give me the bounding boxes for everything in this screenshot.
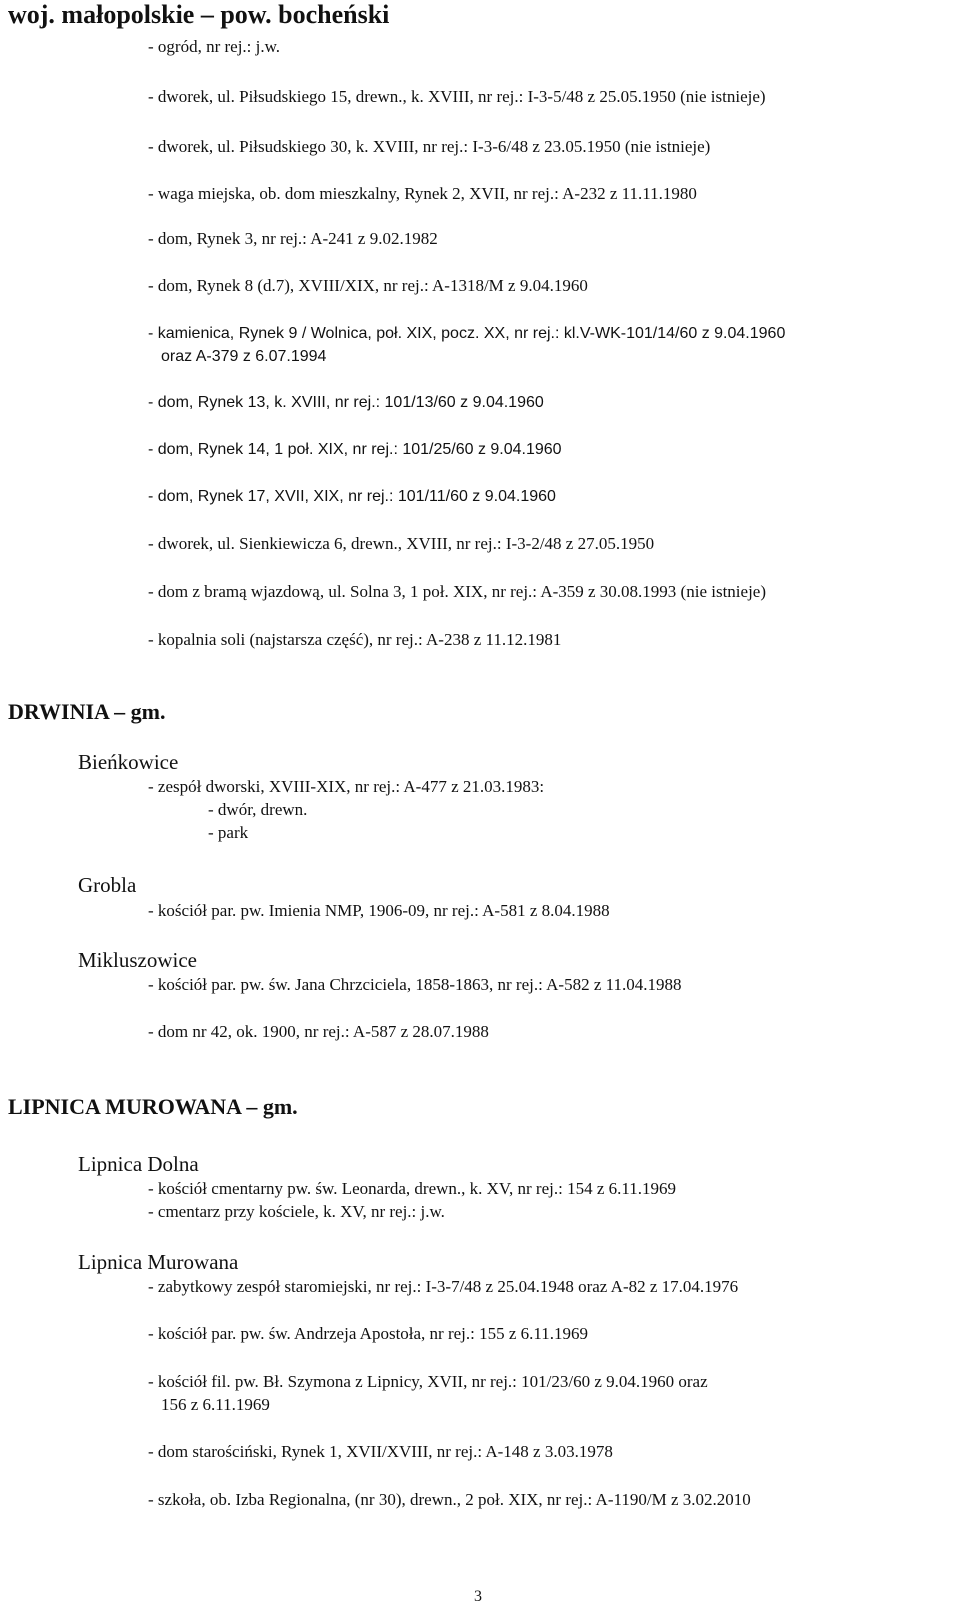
list-item: - dom, Rynek 13, k. XVIII, nr rej.: 101/13/60 z 9.04.1960	[148, 394, 544, 411]
list-item: - kościół cmentarny pw. św. Leonarda, drewn., k. XV, nr rej.: 154 z 6.11.1969	[148, 1179, 676, 1198]
locality-heading-bienkowice: Bieńkowice	[78, 750, 179, 774]
list-item: - dom, Rynek 17, XVII, XIX, nr rej.: 101/11/60 z 9.04.1960	[148, 488, 556, 505]
list-item: - dom, Rynek 3, nr rej.: A-241 z 9.02.1982	[148, 229, 438, 248]
list-item: - zabytkowy zespół staromiejski, nr rej.: I-3-7/48 z 25.04.1948 oraz A-82 z 17.04.1976	[148, 1277, 739, 1296]
list-item: - dom nr 42, ok. 1900, nr rej.: A-587 z 28.07.1988	[148, 1022, 489, 1041]
list-item: - dworek, ul. Piłsudskiego 30, k. XVIII, nr rej.: I-3-6/48 z 23.05.1950 (nie istnieje)	[148, 137, 711, 156]
page-title: woj. małopolskie – pow. bocheński	[8, 0, 390, 29]
list-item: - dom, Rynek 14, 1 poł. XIX, nr rej.: 101/25/60 z 9.04.1960	[148, 441, 562, 458]
list-item: - kopalnia soli (najstarsza część), nr rej.: A-238 z 11.12.1981	[148, 630, 562, 649]
list-item-sub: - park	[208, 823, 249, 842]
section-heading-lipnica: LIPNICA MUROWANA – gm.	[8, 1094, 298, 1119]
list-item: - zespół dworski, XVIII-XIX, nr rej.: A-477 z 21.03.1983:	[148, 777, 545, 796]
list-item: - kościół fil. pw. Bł. Szymona z Lipnicy, XVII, nr rej.: 101/23/60 z 9.04.1960 oraz	[148, 1372, 708, 1391]
list-item: - waga miejska, ob. dom mieszkalny, Rynek 2, XVII, nr rej.: A-232 z 11.11.1980	[148, 184, 697, 203]
list-item: - szkoła, ob. Izba Regionalna, (nr 30), drewn., 2 poł. XIX, nr rej.: A-1190/M z 3.02.2010	[148, 1490, 751, 1509]
section-heading-drwinia: DRWINIA – gm.	[8, 699, 166, 724]
list-item-continuation: 156 z 6.11.1969	[161, 1395, 270, 1414]
list-item-sub: - dwór, drewn.	[208, 800, 308, 819]
list-item: - dom, Rynek 8 (d.7), XVIII/XIX, nr rej.: A-1318/M z 9.04.1960	[148, 276, 588, 295]
list-item: - dom starościński, Rynek 1, XVII/XVIII, nr rej.: A-148 z 3.03.1978	[148, 1442, 613, 1461]
list-item: - kościół par. pw. św. Andrzeja Apostoła, nr rej.: 155 z 6.11.1969	[148, 1324, 589, 1343]
list-item: - dworek, ul. Piłsudskiego 15, drewn., k. XVIII, nr rej.: I-3-5/48 z 25.05.1950 (nie istnieje)	[148, 87, 766, 106]
list-item: - kościół par. pw. św. Jana Chrzciciela, 1858-1863, nr rej.: A-582 z 11.04.1988	[148, 975, 682, 994]
locality-heading-lipnica-dolna: Lipnica Dolna	[78, 1152, 199, 1176]
page-number: 3	[474, 1588, 482, 1605]
list-item: - kamienica, Rynek 9 / Wolnica, poł. XIX, pocz. XX, nr rej.: kl.V-WK-101/14/60 z 9.04.1960	[148, 325, 786, 342]
list-item: - dworek, ul. Sienkiewicza 6, drewn., XVIII, nr rej.: I-3-2/48 z 27.05.1950	[148, 534, 655, 553]
list-item-continuation: oraz A-379 z 6.07.1994	[161, 348, 327, 365]
list-item: - dom z bramą wjazdową, ul. Solna 3, 1 poł. XIX, nr rej.: A-359 z 30.08.1993 (nie istnieje)	[148, 582, 767, 601]
list-item: - kościół par. pw. Imienia NMP, 1906-09, nr rej.: A-581 z 8.04.1988	[148, 901, 610, 920]
list-item: - cmentarz przy kościele, k. XV, nr rej.: j.w.	[148, 1202, 445, 1221]
locality-heading-mikluszowice: Mikluszowice	[78, 948, 197, 972]
locality-heading-lipnica-murowana: Lipnica Murowana	[78, 1250, 239, 1274]
locality-heading-grobla: Grobla	[78, 873, 137, 897]
list-item: - ogród, nr rej.: j.w.	[148, 37, 281, 56]
